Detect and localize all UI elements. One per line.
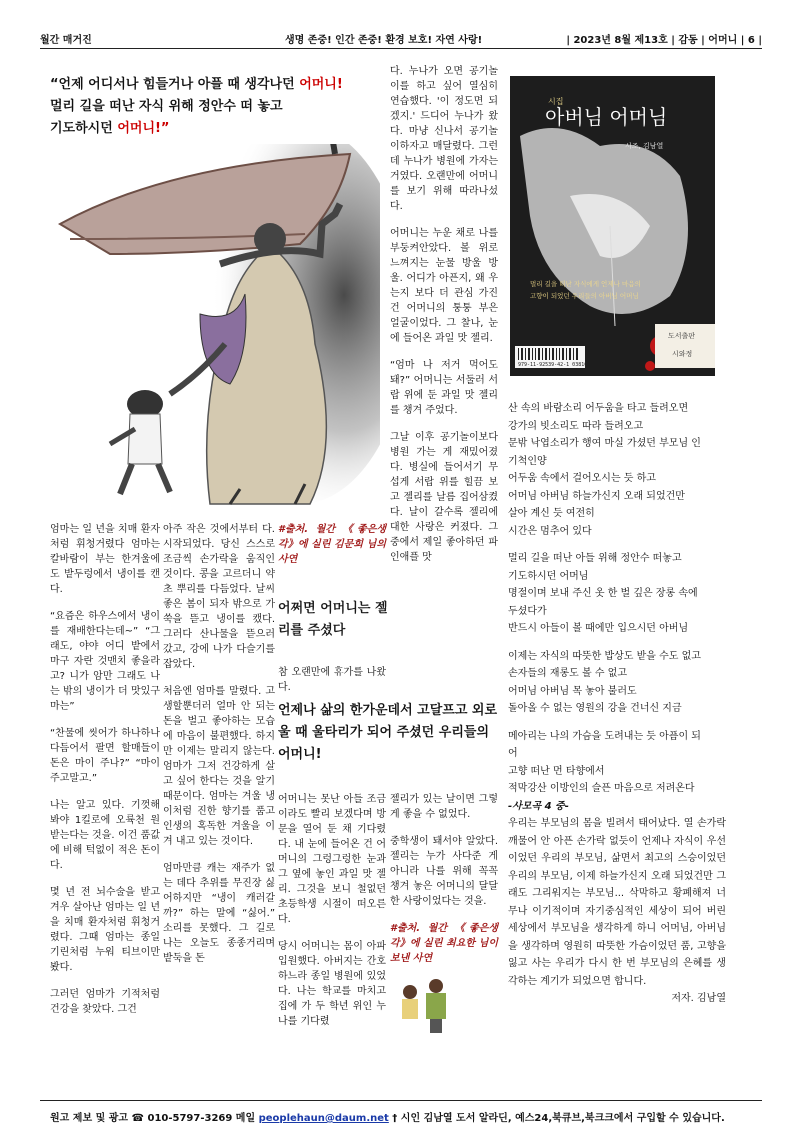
cover-blurb-2: 고향이 되었던 우리들의 아버님 어머님 <box>530 292 639 300</box>
quote-highlight: 어머니! <box>299 77 343 92</box>
subheading-jelly: 어쩌면 어머니는 젤리를 주셨다 <box>278 601 388 638</box>
article-column-4-top <box>390 64 498 577</box>
poem-line: 이제는 자식의 따뜻한 밥상도 받을 수도 없고 <box>508 650 701 662</box>
poem-source: -사모곡 4 중- <box>508 800 569 812</box>
poem-line: 문밖 낙엽소리가 행여 마실 가셨던 부모님 인 <box>508 438 701 449</box>
poem-line: 살아 계신 듯 여전히 <box>508 508 595 519</box>
paragraph: 그러던 엄마가 기적처럼 건강을 찾았다. 그건 <box>50 989 160 1015</box>
book-cover <box>510 76 715 376</box>
poem-line: 고향 떠난 먼 타향에서 <box>508 765 605 777</box>
quote-line-1: “언제 어디서나 힘들거나 아플 때 생각나던 <box>50 77 300 92</box>
paragraph: 처음엔 엄마를 말렸다. 고생할뿐더러 얼마 안 되는 돈을 벌고 좋아하는 모습에 마음이 불편했다. 하지만 이제는 말리지 않는다. 엄마가 그저 건강하게 살고 싶어 한다는 것을 알기 때문이다. 엄마는 겨울 냉이처럼 진한 향기를 품고 인생의 혹독한 겨울을 이겨 내고 있는 것이다. <box>163 686 275 847</box>
paragraph: 아주 작은 것에서부터 다. 시작되었다. 당신 스스로 조금씩 손가락을 움직인 것이다. 콩을 고르더니 약초 뿌리를 다듬었다. 날씨좋은 봄이 되자 밖으로 가 쑥을 뜯고 냉이를 캤다. 그러다 산나물을 뜯으러갔고, 강에 나가 다슬기를 잡았다. <box>163 524 275 670</box>
paragraph: 다. 누나가 오면 공기놀이를 하고 싶어 열심히 연습했다. '이 정도면 되겠지.' 드디어 누나가 왔다. 마냥 신나서 공기놀이하자고 매달렸다. 그런데 누나가 병원에 가자는 거였다. 오랜만에 어머니를 보기 위해 따라나섰다. <box>390 66 498 212</box>
poem-line: 산 속의 바람소리 어두움을 타고 들려오면 <box>508 403 689 414</box>
cover-author: 시조, 김남열 <box>625 142 664 150</box>
poem-line: 멀리 길을 떠난 아들 위해 정안수 떠놓고 <box>508 553 682 564</box>
poem-line: 기도하시던 어머님 <box>508 570 589 582</box>
isbn: 979-11-92539-42-1 03810 <box>518 362 588 368</box>
paragraph: 몇 년 전 뇌수술을 받고 겨우 살아난 엄마는 일 년을 치매 환자처럼 휘청거렸다. 그때 엄마는 종일 기린처럼 누워 티브이만 봤다. <box>50 887 160 973</box>
article-column-2 <box>163 522 275 978</box>
poem-line: 어두움 속에서 걸어오시는 듯 하고 <box>508 473 656 484</box>
paragraph: “엄마 나 저거 먹어도 돼?” 어머니는 서둘러 서랍 위에 둔 과일 맛 젤리를 챙겨 주었다. <box>390 360 498 416</box>
poem-section <box>508 400 726 1008</box>
hero-illustration <box>50 74 380 514</box>
paragraph: 어머니는 못난 아들 조금이라도 빨리 보겠다며 방문을 열어 둔 채 기다렸다. 내 눈에 들어온 건 어머니의 그렁그렁한 눈과 그 옆에 놓인 과일 맛 젤리. 그것을 보니 철없던 초등학생 시절이 떠오른다. <box>278 794 386 925</box>
children-illustration <box>390 978 498 1038</box>
subheading-mother: 언제나 삶의 한가운데서 고달프고 외로울 때 울타리가 되어 주셨던 우리들의 어머니! <box>278 703 498 762</box>
source-credit: #출처. 월간 《좋은생각》에 실린 김문희 님의 사연 <box>278 524 386 565</box>
poem-line: 두셨다가 <box>508 605 547 617</box>
paragraph: 젤리가 있는 날이면 그렇게 좋을 수 없었다. <box>390 794 498 820</box>
poem-line: 기척인양 <box>508 455 547 467</box>
poem-line: 돌아올 수 없는 영원의 강을 건너신 지금 <box>508 703 682 714</box>
poem-line: 반드시 아들이 볼 때에만 입으시던 아버님 <box>508 623 689 634</box>
publisher-name: 시와정 <box>672 350 693 358</box>
poem-line: 메아리는 나의 가슴을 도려내는 듯 아픔이 되 <box>508 730 701 742</box>
poem-line: 어머님 아버님 목 놓아 불러도 <box>508 685 637 697</box>
magazine-name: 월간 매거진 <box>40 35 92 46</box>
book-cover-art <box>510 76 715 376</box>
paragraph: 그날 이후 공기놀이보다 병원 가는 게 재밌어졌다. 병실에 들어서기 무섭게 서랍 위를 힐끔 보고 젤리를 날름 집어삼켰다. 날이 갈수록 젤리에 대한 사랑은 커졌다. 그중에서 제일 좋아하던 파인애플 맛 <box>390 432 498 563</box>
publisher-label: 도서출판 <box>668 332 696 340</box>
hero-quote <box>50 74 380 140</box>
paragraph: “찬물에 씻어가 하나하나 다듬어서 팔면 할매들이 돈은 마이 주나?” “마이 주고말고.” <box>50 728 160 784</box>
quote-line-3: 기도하시던 <box>50 121 118 136</box>
article-column-3 <box>278 792 386 1041</box>
issue-info: | 2023년 8월 제13호 | 감동 | 어머니 | 6 | <box>566 35 762 46</box>
cover-label: 시집 <box>548 97 564 106</box>
footer-books: † 시인 김남열 도서 알라딘, 예스24,북큐브,북크크에서 구입할 수 있습니다. <box>388 1113 725 1124</box>
poem-line: 손자들의 재롱도 볼 수 없고 <box>508 668 627 679</box>
source-credit-1 <box>278 522 386 579</box>
page-footer <box>40 1100 762 1123</box>
poem-line: 시간은 멈추어 있다 <box>508 525 592 537</box>
poem-author: 저자. 김남열 <box>671 993 726 1004</box>
page-header <box>40 28 762 49</box>
poem-line: 강가의 빗소리도 따라 들려오고 <box>508 420 644 432</box>
article-column-4-bottom <box>390 792 498 1043</box>
mother-child-illustration <box>50 144 380 514</box>
poem-line: 명절이며 보내 주신 옷 한 벌 깊은 장롱 속에 <box>508 588 698 599</box>
poem-line: 어 <box>508 748 518 759</box>
poem-line: 어머님 아버님 하늘가신지 오래 되었건만 <box>508 490 685 502</box>
paragraph: “요즘은 하우스에서 냉이를 재배한다는데~” “그래도, 야야 어디 밭에서 마구 자란 것맨치 좋을라고? 니가 암만 그래도 나는 밖의 냉이가 더 맛있구마는” <box>50 611 160 712</box>
paragraph: 어머니는 누운 채로 나를 부둥켜안았다. 볼 위로 느껴지는 눈물 방울 방울. 어디가 아픈지, 왜 우는지 보다 더 관심 가진 건 어머니의 퉁퉁 부은 얼굴이었다. 그 찰나, 눈에 들어온 과일 맛 젤리. <box>390 228 498 344</box>
paragraph: 엄마는 일 년을 치매 환자처럼 휘청거렸다 엄마는 칼바람이 부는 한겨울에도 밭두렁에서 냉이를 캔다. <box>50 524 160 595</box>
poem-line: 적막강산 이방인의 슬픈 마음으로 저려온다 <box>508 783 695 794</box>
paragraph: 당시 어머니는 몸이 아파 입원했다. 아버지는 간호하느라 종일 병원에 있었다. 나는 학교를 마치고 집에 가 두 학년 위인 누나를 기다렸 <box>278 941 386 1027</box>
footer-line <box>50 1109 725 1124</box>
paragraph: 나는 알고 있다. 기껏해 봐야 1킬로에 오륙천 원 받는다는 것을. 이건 품값에 비해 턱없이 적은 돈이다. <box>50 800 160 871</box>
cover-title: 아버님 어머님 <box>545 105 668 129</box>
footer-email-link[interactable]: peoplehaun@daum.net <box>258 1113 389 1124</box>
article-column-1 <box>50 522 160 1029</box>
paragraph: 참 오랜만에 휴가를 나왔다. <box>278 667 386 693</box>
quote-highlight: 어머니!” <box>117 121 170 136</box>
paragraph: 중학생이 돼서야 알았다. 젤리는 누가 사다준 게 아니라 나를 위해 꼭꼭 챙겨 놓은 어머니의 달달한 사랑이었다는 것을. <box>390 836 498 907</box>
footer-contact: 원고 제보 및 광고 ☎ 010-5797-3269 메일 <box>50 1113 259 1124</box>
quote-line-2: 멀리 길을 떠난 자식 위해 정안수 떠 놓고 <box>50 99 283 114</box>
cover-blurb-1: 멀리 길을 떠난 자식에게 언제나 마음의 <box>530 280 641 288</box>
source-credit: #출처. 월간 《좋은생각》에 실린 최요한 님이 보낸 사연 <box>390 923 498 964</box>
paragraph: 엄마만큼 캐는 재주가 없는 데다 추위를 무진장 싫어하지만 “냉이 캐러갈까?” 하는 말에 “싫어.” 소리를 못했다. 그 길로 나는 오늘도 종종거리며 밭둑을 돈 <box>163 863 275 964</box>
header-slogan: 생명 존중! 인간 존중! 환경 보호! 자연 사랑! <box>285 35 483 46</box>
poem-afterword: 우리는 부모님의 몸을 빌려서 태어났다. 열 손가락 깨물어 안 아픈 손가락 없듯이 언제나 자식이 우선이었던 우리의 부모님, 삶면서 최고의 스승이었던 우리의 부모님, 이제 하늘가신지 오래 되었건만 그래도 그리워지는 부모님... 삭막하고 황폐해져 너무나 이기적이며 자기중심적인 세상이 되어 버린 세상에서 부모님을 생각하게 하니 어머님, 아버님을 생각하며 영원히 따뜻한 가슴이었던 품, 고향을 잃고 사는 우리가 다시 한 번 부모님의 은혜를 생각하는 계기가 되었으면 합니다. <box>508 818 726 987</box>
